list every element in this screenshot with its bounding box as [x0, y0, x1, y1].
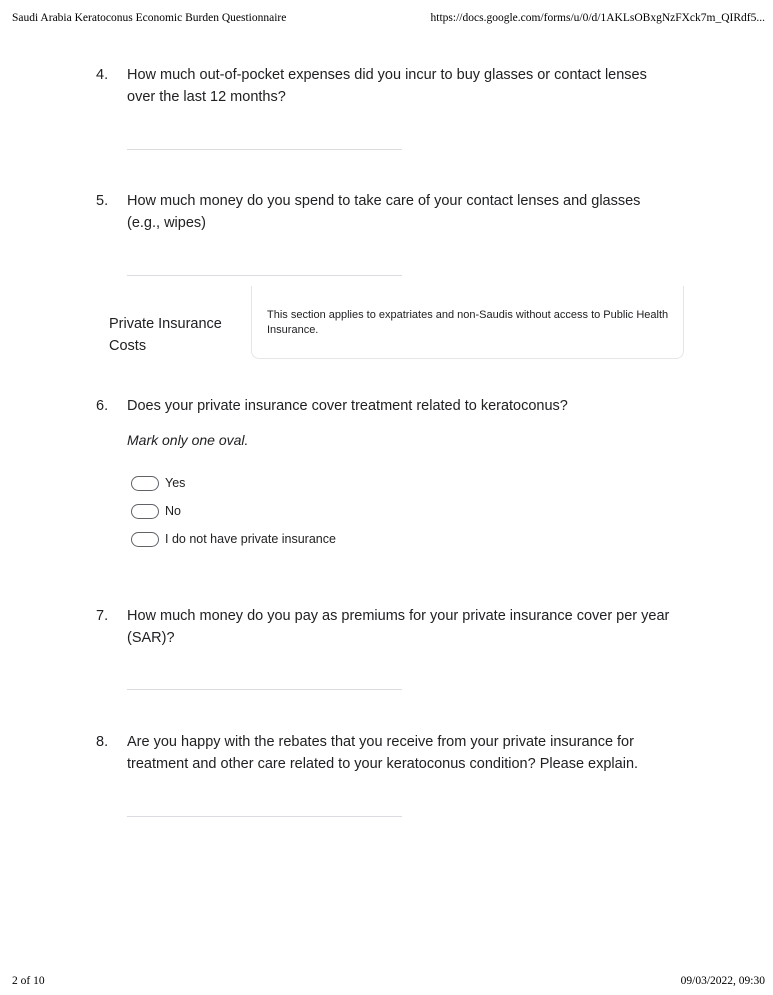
section-private-insurance	[95, 286, 685, 360]
option-no[interactable]	[131, 497, 336, 525]
answer-field-q5[interactable]	[127, 275, 402, 276]
question-4	[96, 64, 686, 108]
option-yes[interactable]	[131, 469, 336, 497]
question-number: 8.	[96, 734, 109, 750]
question-7	[96, 605, 686, 649]
question-number: 7.	[96, 608, 109, 624]
question-8	[96, 731, 686, 775]
question-5	[96, 190, 686, 234]
option-label: No	[165, 504, 181, 518]
question-number: 6.	[96, 398, 109, 414]
print-header	[12, 12, 765, 24]
print-footer	[12, 975, 765, 987]
question-number: 5.	[96, 193, 109, 209]
section-description: This section applies to expatriates and non-Saudis without access to Public Health Insurance.	[267, 309, 669, 336]
question-text: Are you happy with the rebates that you receive from your private insurance for treatment and other care related to your keratoconus condition? Please explain.	[127, 734, 639, 772]
page-number: 2 of 10	[12, 975, 45, 987]
question-text: How much money do you pay as premiums for your private insurance cover per year (SAR)?	[127, 608, 670, 646]
question-text: How much money do you spend to take care of your contact lenses and glasses (e.g., wipes)	[127, 193, 641, 231]
answer-field-q4[interactable]	[127, 149, 402, 150]
form-url: https://docs.google.com/forms/u/0/d/1AKLsOBxgNzFXck7m_QIRdf5...	[430, 12, 765, 24]
print-datetime: 09/03/2022, 09:30	[680, 975, 765, 987]
option-label: I do not have private insurance	[165, 532, 336, 546]
section-title: Private Insurance Costs	[109, 316, 222, 354]
answer-field-q8[interactable]	[127, 816, 402, 817]
option-label: Yes	[165, 476, 186, 490]
question-text: Does your private insurance cover treatment related to keratoconus?	[127, 398, 568, 414]
radio-oval[interactable]	[131, 476, 159, 491]
radio-oval[interactable]	[131, 504, 159, 519]
answer-field-q7[interactable]	[127, 689, 402, 690]
form-title: Saudi Arabia Keratoconus Economic Burden Questionnaire	[12, 12, 287, 24]
question-instruction: Mark only one oval.	[127, 432, 249, 448]
radio-oval[interactable]	[131, 532, 159, 547]
q6-options	[131, 469, 336, 553]
question-6	[96, 395, 686, 417]
section-description-card	[251, 286, 684, 359]
question-text: How much out-of-pocket expenses did you incur to buy glasses or contact lenses over the last 12 months?	[127, 67, 647, 105]
question-number: 4.	[96, 67, 109, 83]
option-no-private-insurance[interactable]	[131, 525, 336, 553]
